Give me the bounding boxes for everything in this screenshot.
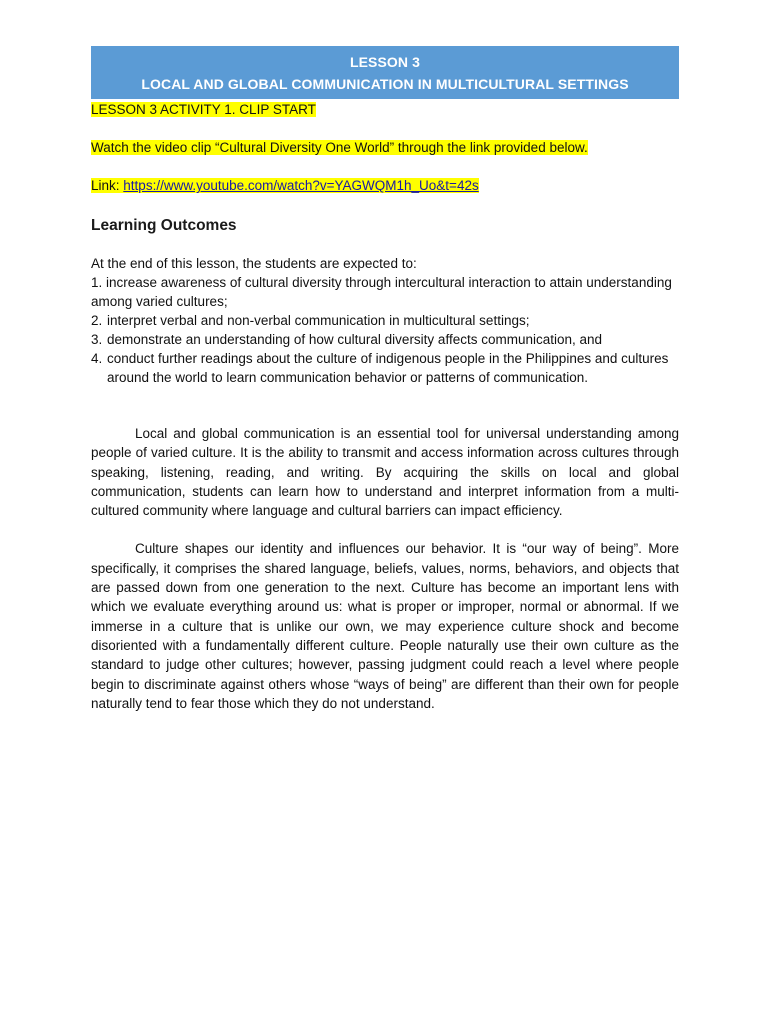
document-page [91, 46, 679, 713]
list-item: 1. increase awareness of cultural diversity through intercultural interaction to attain understanding among varied cultures; [91, 275, 672, 309]
link-line [91, 177, 679, 195]
lesson-number: LESSON 3 [349, 54, 421, 70]
lesson-header-banner [91, 46, 679, 99]
outcomes-list [91, 273, 679, 387]
link-label: Link: [91, 178, 120, 193]
activity-label: LESSON 3 ACTIVITY 1. CLIP START [91, 102, 316, 117]
video-link[interactable]: https://www.youtube.com/watch?v=YAGWQM1h_Uo&t=42s [123, 178, 479, 193]
watch-instruction [91, 139, 679, 157]
link-highlight [91, 178, 479, 193]
body-paragraph: Culture shapes our identity and influences our behavior. It is “our way of being”. More specifically, it comprises the shared language, beliefs, values, norms, behaviors, and objects that are passed down from one generation to the next. Culture has become an important lens with which we evaluate everything around us: what is proper or improper, normal or abnormal. If we immerse in a culture that is unlike our own, we may experience culture shock and become disoriented with a fundamentally different culture. People naturally use their own culture as the standard to judge other cultures; however, passing judgment could reach a level where people begin to discriminate against others whose “ways of being” are different than their own for people naturally tend to fear those which they do not understand. [91, 541, 679, 711]
lesson-title: LOCAL AND GLOBAL COMMUNICATION IN MULTICULTURAL SETTINGS [141, 76, 629, 92]
list-item: 2. interpret verbal and non-verbal communication in multicultural settings; [91, 313, 530, 328]
body-paragraph: Local and global communication is an essential tool for universal understanding among people of varied culture. It is the ability to transmit and access information across cultures through speaking, listening, reading, and writing. By acquiring the skills on local and global communication, students can learn how to understand and interpret information from a multi-cultured community where language and cultural barriers can impact efficiency. [91, 426, 679, 519]
list-item: 3. demonstrate an understanding of how cultural diversity affects communication, and [91, 332, 603, 347]
learning-outcomes-title: Learning Outcomes [91, 217, 237, 234]
activity-heading [91, 101, 679, 119]
outcomes-intro: At the end of this lesson, the students are expected to: [91, 256, 417, 271]
watch-text: Watch the video clip “Cultural Diversity One World” through the link provided below. [91, 140, 588, 155]
list-item: 4. conduct further readings about the culture of indigenous people in the Philippines and cultures around the world to learn communication behavior or patterns of communication. [91, 351, 669, 385]
